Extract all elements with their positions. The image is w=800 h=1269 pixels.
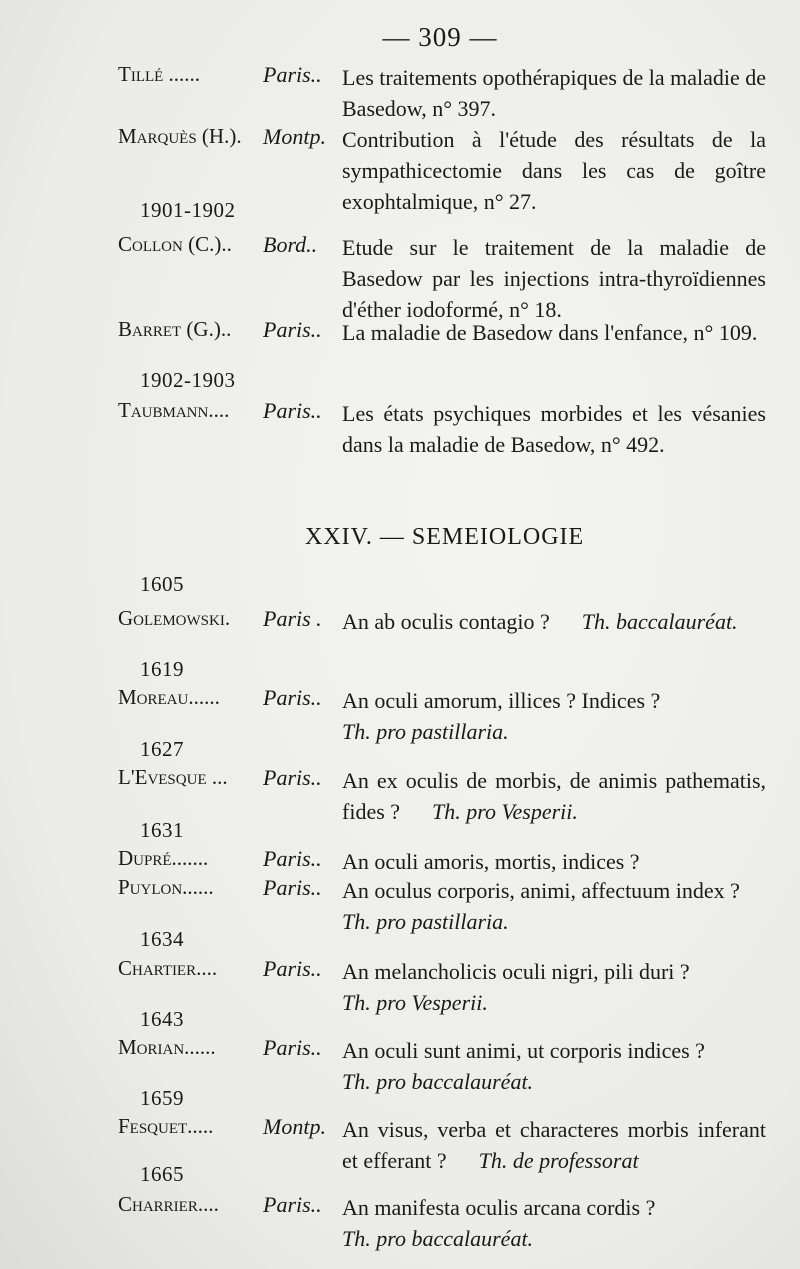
entry-title: La maladie de Basedow dans l'enfance, n° 109. xyxy=(342,320,758,345)
entry-author: Barret (G.).. xyxy=(118,317,232,341)
entry-city: Paris.. xyxy=(263,846,322,871)
entry-author: Chartier.... xyxy=(118,956,218,980)
entry-city: Paris.. xyxy=(263,765,322,790)
section-heading: XXIV. — SEMEIOLOGIE xyxy=(305,524,585,550)
entry-title: Etude sur le traitement de la maladie de Basedow par les injections intra-thyroïdiennes d'éther iodoformé, n° 18. xyxy=(342,235,766,322)
entry-thesis: Th. pro baccalauréat. xyxy=(342,1069,534,1094)
entry-title-text: An oculus corporis, animi, affectuum index ? xyxy=(342,878,740,903)
entry-city: Paris.. xyxy=(263,62,322,87)
entry-city: Bord.. xyxy=(263,232,318,257)
entry-title xyxy=(342,1114,766,1176)
entry-title: Les traitements opothérapiques de la maladie de Basedow, n° 397. xyxy=(342,65,766,121)
entry-title xyxy=(342,1192,766,1254)
entry-thesis: Th. baccalauréat. xyxy=(581,609,738,634)
entry-title xyxy=(342,956,766,1018)
entry-title-text: An ab oculis contagio ? xyxy=(342,609,550,634)
year-heading: 1901-1902 xyxy=(140,198,236,222)
year-heading: 1665 xyxy=(140,1162,184,1186)
entry-author: Collon (C.).. xyxy=(118,232,232,256)
entry-thesis: Th. pro pastillaria. xyxy=(342,719,509,744)
entry-city: Paris.. xyxy=(263,398,322,423)
entry-city: Montp. xyxy=(263,124,326,149)
entry-city: Paris.. xyxy=(263,875,322,900)
entry-author: Morian...... xyxy=(118,1035,216,1059)
entry-author: Fesquet..... xyxy=(118,1114,214,1138)
entry-city: Paris.. xyxy=(263,317,322,342)
entry-title-text: An visus, verba et characteres morbis inferant et efferant ? xyxy=(342,1117,766,1173)
entry-thesis: Th. de professorat xyxy=(478,1148,639,1173)
entry-author: Taubmann.... xyxy=(118,398,230,422)
entry-title xyxy=(342,875,766,937)
year-heading: 1659 xyxy=(140,1086,184,1110)
entry-title: Contribution à l'étude des résultats de la sympathicectomie dans les cas de goître exophtalmique, n° 27. xyxy=(342,127,766,214)
entry-title: An oculi amoris, mortis, indices ? xyxy=(342,849,640,874)
entry-thesis: Th. pro pastillaria. xyxy=(342,909,509,934)
entry-author: Charrier.... xyxy=(118,1192,219,1216)
year-heading: 1619 xyxy=(140,657,184,681)
entry-city: Paris.. xyxy=(263,685,322,710)
entry-city: Paris.. xyxy=(263,956,322,981)
entry-thesis: Th. pro Vesperii. xyxy=(342,990,488,1015)
year-heading: 1605 xyxy=(140,572,184,596)
entry-city: Paris.. xyxy=(263,1035,322,1060)
entry-thesis: Th. pro baccalauréat. xyxy=(342,1226,534,1251)
entry-city: Paris.. xyxy=(263,1192,322,1217)
entry-thesis: Th. pro Vesperii. xyxy=(432,799,578,824)
entry-author: Marquès (H.). xyxy=(118,124,242,148)
entry-author: L'Evesque ... xyxy=(118,765,228,789)
entry-author: Puylon...... xyxy=(118,875,214,899)
entry-title-text: An oculi sunt animi, ut corporis indices ? xyxy=(342,1038,705,1063)
entry-title-text: An oculi amorum, illices ? Indices ? xyxy=(342,688,661,713)
entry-title-text: An manifesta oculis arcana cordis ? xyxy=(342,1195,656,1220)
year-heading: 1634 xyxy=(140,927,184,951)
entry-city: Paris . xyxy=(263,606,322,631)
entry-title xyxy=(342,1035,766,1097)
entry-title-text: An melancholicis oculi nigri, pili duri ? xyxy=(342,959,690,984)
entry-title xyxy=(342,765,766,827)
year-heading: 1643 xyxy=(140,1007,184,1031)
entry-author: Dupré....... xyxy=(118,846,209,870)
entry-author: Moreau...... xyxy=(118,685,220,709)
entry-city: Montp. xyxy=(263,1114,326,1139)
entry-title: Les états psychiques morbides et les vésanies dans la maladie de Basedow, n° 492. xyxy=(342,401,766,457)
year-heading: 1627 xyxy=(140,737,184,761)
entry-title xyxy=(342,606,766,637)
entry-author: Tillé ...... xyxy=(118,62,201,86)
year-heading: 1631 xyxy=(140,818,184,842)
entry-author: Golemowski. xyxy=(118,606,231,630)
entry-title xyxy=(342,685,766,747)
year-heading: 1902-1903 xyxy=(140,368,236,392)
page-number: — 309 — xyxy=(382,22,498,52)
entry-title-text: An ex oculis de morbis, de animis pathematis, fides ? xyxy=(342,768,766,824)
